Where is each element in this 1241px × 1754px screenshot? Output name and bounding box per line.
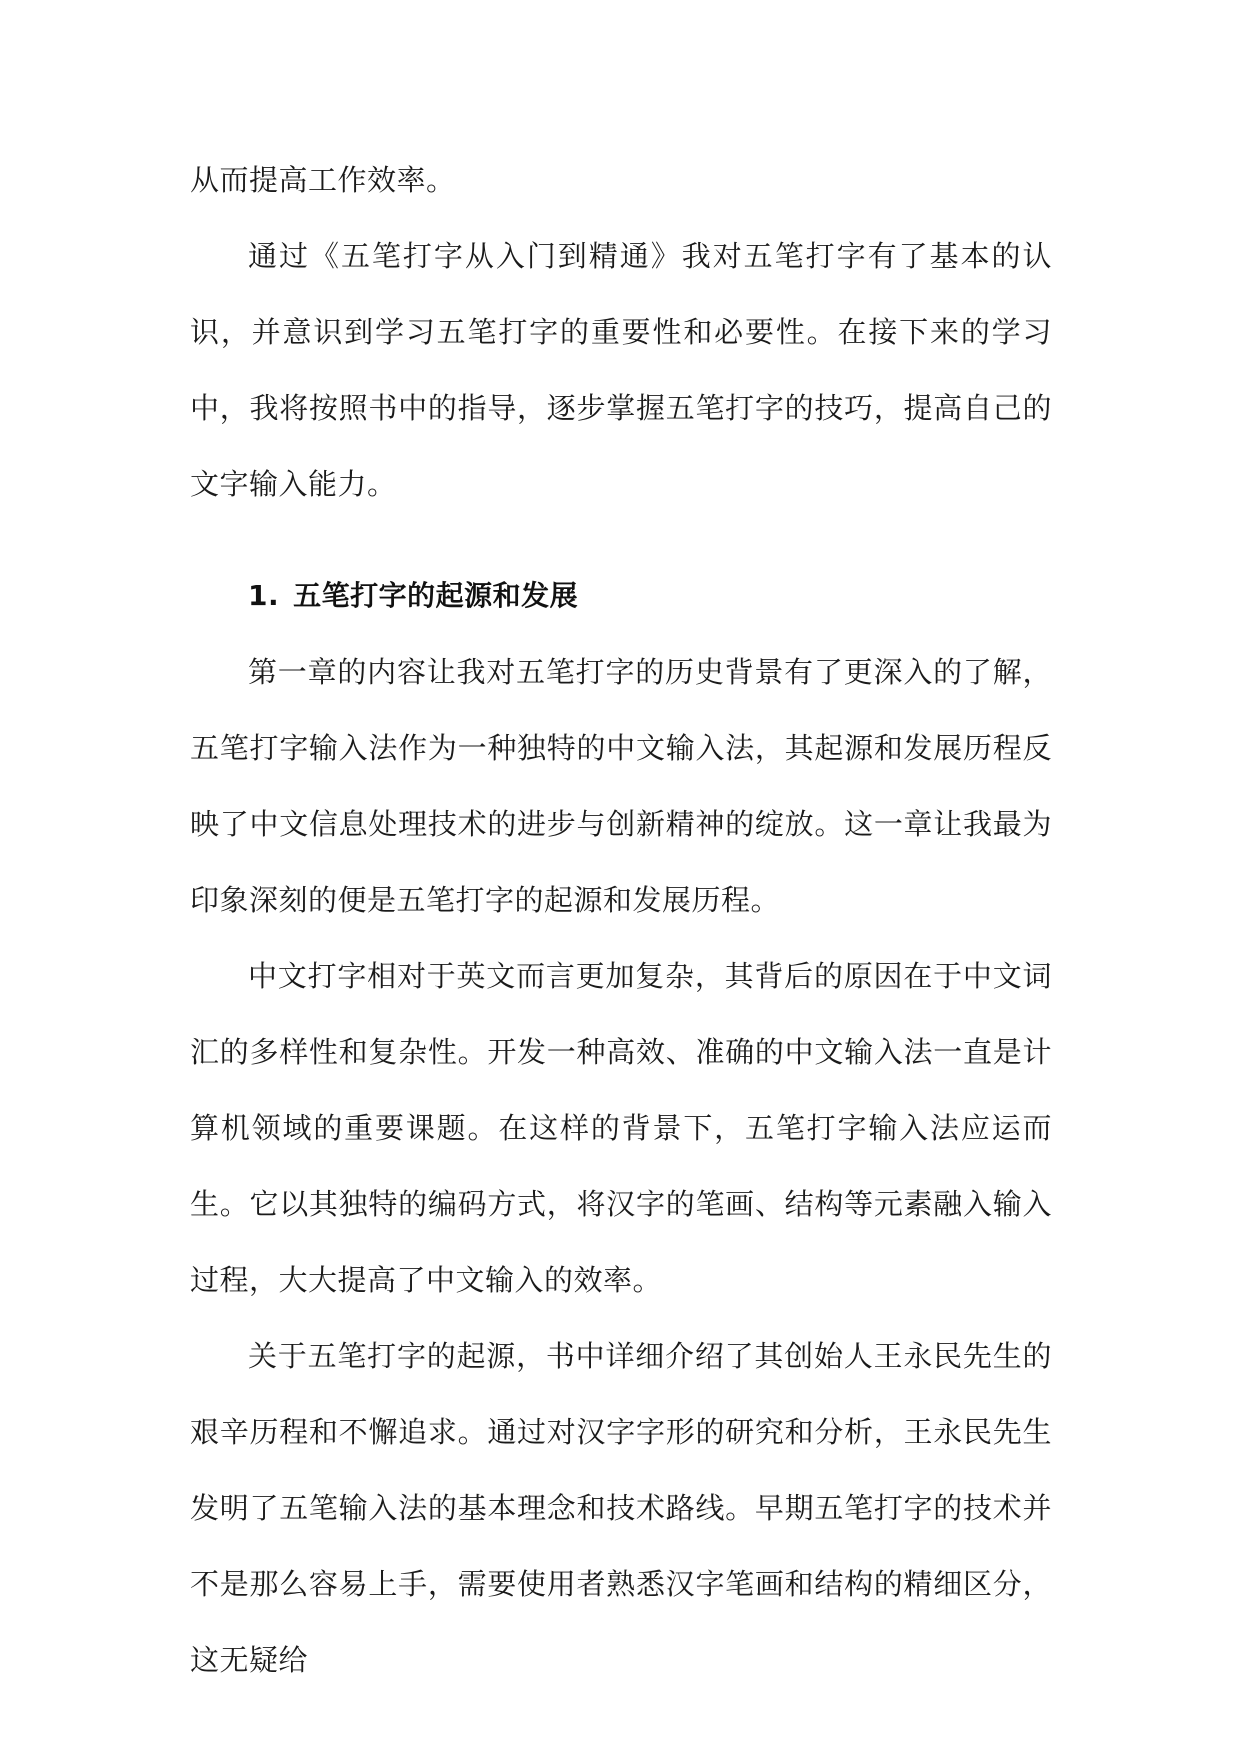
paragraph-origin: 关于五笔打字的起源，书中详细介绍了其创始人王永民先生的艰辛历程和不懈追求。通过对汉字字形的研究和分析，王永民先生发明了五笔输入法的基本理念和技术路线。早期五笔打字的技术并不是那么容易上手，需要使用者熟悉汉字笔画和结构的精细区分，这无疑给 — [190, 1339, 1052, 1677]
section-title: 五笔打字的起源和发展 — [293, 579, 579, 612]
paragraph-continued: 从而提高工作效率。 — [190, 163, 456, 197]
section-heading — [190, 558, 1052, 634]
section-number: 1. — [248, 579, 280, 612]
paragraph-chinese-typing: 中文打字相对于英文而言更加复杂，其背后的原因在于中文词汇的多样性和复杂性。开发一种高效、准确的中文输入法一直是计算机领域的重要课题。在这样的背景下，五笔打字输入法应运而生。它以其独特的编码方式，将汉字的笔画、结构等元素融入输入过程，大大提高了中文输入的效率。 — [190, 959, 1052, 1297]
paragraph-book-summary: 通过《五笔打字从入门到精通》我对五笔打字有了基本的认识，并意识到学习五笔打字的重要性和必要性。在接下来的学习中，我将按照书中的指导，逐步掌握五笔打字的技巧，提高自己的文字输入能力。 — [190, 239, 1052, 501]
paragraph-chapter-one: 第一章的内容让我对五笔打字的历史背景有了更深入的了解，五笔打字输入法作为一种独特的中文输入法，其起源和发展历程反映了中文信息处理技术的进步与创新精神的绽放。这一章让我最为印象深刻的便是五笔打字的起源和发展历程。 — [190, 655, 1052, 917]
document-body — [190, 142, 1052, 1698]
